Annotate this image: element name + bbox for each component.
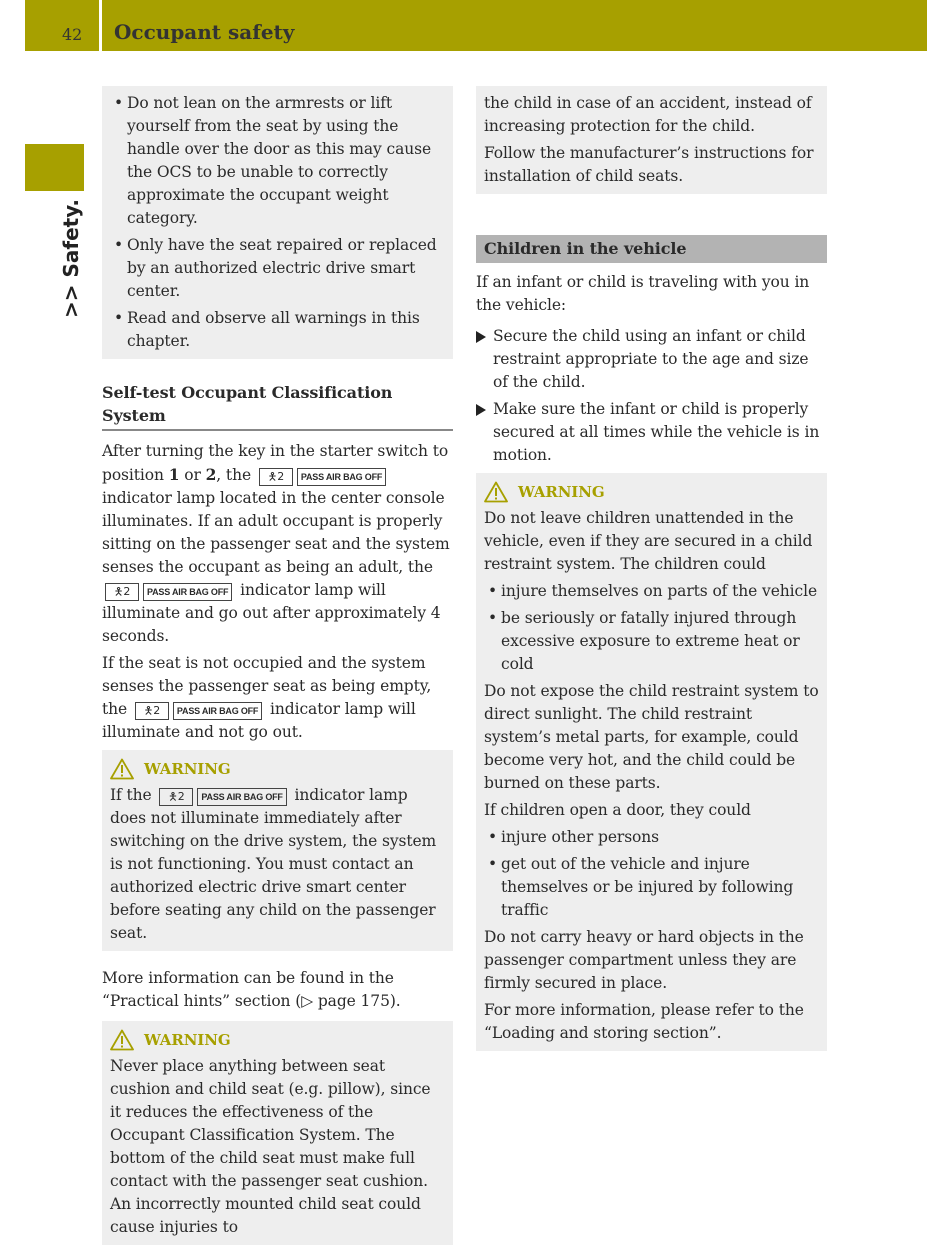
warning-box: [102, 750, 453, 951]
section-tab-marker: [25, 144, 84, 191]
page-title: Occupant safety: [114, 20, 295, 44]
indicator-icons: [159, 785, 286, 803]
warning-heading: [484, 481, 819, 503]
list-item: • Only have the seat repaired or replaced by an authorized electric drive smart center.: [110, 234, 445, 303]
seat-occupied-icon: 🯅2: [259, 468, 293, 486]
intro-notice-box: [102, 86, 453, 359]
warning-text: Do not carry heavy or hard objects in the passenger compartment unless they are firmly secured in place.: [484, 928, 804, 992]
instruction-step: Make sure the infant or child is properly secured at all times while the vehicle is in motion.: [476, 398, 827, 467]
warning-text: For more information, please refer to the “Loading and storing section”.: [484, 1001, 804, 1042]
paragraph: After turning the key in the starter switch to position 1 or 2, the 🯅2 PASS AIR BAG OFF indicator lamp located in the center console illuminates. If an adult occupant is properly sitting on the passenger seat and the system senses the occupant as being an adult, the 🯅2 PASS AIR BAG OFF indicator lamp will illuminate and go out after approximately 4 seconds.: [102, 442, 450, 645]
pass-airbag-off-icon: PASS AIR BAG OFF: [173, 702, 262, 720]
warning-triangle-icon: [110, 1029, 134, 1051]
warning-heading: [110, 1029, 445, 1051]
paragraph: the child in case of an accident, instead of increasing protection for the child.: [484, 94, 812, 135]
pass-airbag-off-icon: PASS AIR BAG OFF: [297, 468, 386, 486]
indicator-icons: [259, 465, 386, 483]
list-item: • get out of the vehicle and injure themselves or be injured by following traffic: [484, 853, 819, 922]
list-item: • Do not lean on the armrests or lift yourself from the seat by using the handle over the door as this may cause the OCS to be unable to correctly approximate the occupant weight category.: [110, 92, 445, 230]
list-item: • injure themselves on parts of the vehicle: [484, 580, 819, 603]
continued-notice-box: [476, 86, 827, 194]
list-item: • injure other persons: [484, 826, 819, 849]
section-heading: Children in the vehicle: [476, 235, 827, 263]
pass-airbag-off-icon: PASS AIR BAG OFF: [197, 788, 286, 806]
section-heading: Self-test Occupant Classification System: [102, 381, 453, 431]
warning-text: If children open a door, they could: [484, 801, 751, 819]
section-side-label: >> Safety.: [59, 198, 83, 318]
indicator-icons: [135, 699, 262, 717]
warning-label: WARNING: [518, 483, 605, 501]
warning-triangle-icon: [484, 481, 508, 503]
right-column: [476, 86, 827, 1051]
header-divider: [99, 0, 102, 51]
warning-text: Do not leave children unattended in the vehicle, even if they are secured in a child restraint system. The children could: [484, 509, 813, 573]
warning-heading: [110, 758, 445, 780]
list-item: • Read and observe all warnings in this chapter.: [110, 307, 445, 353]
more-info-paragraph: More information can be found in the “Practical hints” section (▷ page 175).: [102, 969, 401, 1010]
warning-text: Never place anything between seat cushion and child seat (e.g. pillow), since it reduces the effectiveness of the Occupant Classification System. The bottom of the child seat must make full contact with the passenger seat cushion. An incorrectly mounted child seat could cause injuries to: [110, 1057, 431, 1236]
warning-label: WARNING: [144, 760, 231, 778]
warning-label: WARNING: [144, 1031, 231, 1049]
seat-occupied-icon: 🯅2: [135, 702, 169, 720]
list-item: • be seriously or fatally injured through excessive exposure to extreme heat or cold: [484, 607, 819, 676]
warning-box: [476, 473, 827, 1051]
warning-triangle-icon: [110, 758, 134, 780]
indicator-icons: [105, 580, 232, 598]
page-number: 42: [62, 25, 83, 44]
warning-box: [102, 1021, 453, 1245]
warning-text: Do not expose the child restraint system to direct sunlight. The child restraint system’s metal parts, for example, could become very hot, and the child could be burned on these parts.: [484, 682, 819, 792]
paragraph: If the seat is not occupied and the system senses the passenger seat as being empty, the 🯅2 PASS AIR BAG OFF indicator lamp will illuminate and not go out.: [102, 654, 432, 741]
seat-occupied-icon: 🯅2: [105, 583, 139, 601]
pass-airbag-off-icon: PASS AIR BAG OFF: [143, 583, 232, 601]
left-column: [102, 86, 453, 1245]
instruction-step: Secure the child using an infant or child restraint appropriate to the age and size of the child.: [476, 325, 827, 394]
paragraph: If an infant or child is traveling with you in the vehicle:: [476, 273, 810, 314]
seat-occupied-icon: 🯅2: [159, 788, 193, 806]
paragraph: Follow the manufacturer’s instructions for installation of child seats.: [484, 144, 814, 185]
warning-text: If the 🯅2 PASS AIR BAG OFF indicator lamp does not illuminate immediately after switching on the drive system, the system is not functioning. You must contact an authorized electric drive smart center before seating any child on the passenger seat.: [110, 786, 437, 942]
